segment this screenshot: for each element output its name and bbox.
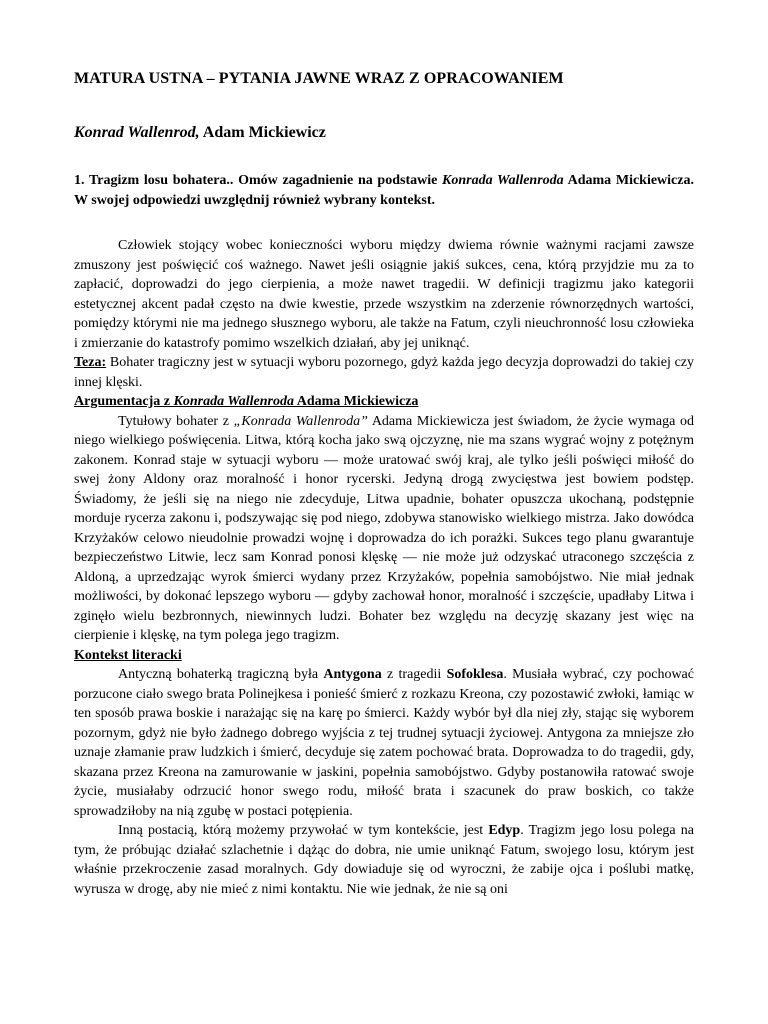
context1-name-sofokles: Sofoklesa	[446, 667, 504, 682]
argument-heading	[74, 392, 694, 412]
context1-name-antygona: Antygona	[323, 667, 382, 682]
context1-text-1: Antyczną bohaterką tragiczną była	[118, 667, 324, 682]
thesis-paragraph	[74, 353, 694, 392]
work-title: Konrad Wallenrod,	[74, 124, 200, 141]
context2-text-1: Inną postacią, którą możemy przywołać w tym kontekście, jest	[118, 823, 489, 838]
context-heading: Kontekst literacki	[74, 647, 182, 663]
context-paragraph-edyp	[74, 821, 694, 899]
question-work-title: Konrada Wallenroda	[442, 173, 564, 188]
argument-heading-2: Adama Mickiewicza	[294, 394, 419, 409]
thesis-label: Teza:	[74, 355, 107, 370]
context2-name-edyp: Edyp	[488, 823, 521, 838]
context2-text-2: . Tragizm jego losu polega na tym, że próbując działać szlachetnie i dążąc do dobra, nie umie uniknąć Fatum, swojego losu, którym jest właśnie przekroczenie zasad moralnych. Gdy dowiaduje się od wyroczni, że zabije ojca i poślubi matkę, wyrusza w drogę, aby nie mieć z nimi kontaktu. Nie wie jednak, że nie są oni	[74, 823, 694, 897]
argument-heading-1: Argumentacja z	[74, 394, 174, 409]
work-subtitle	[74, 124, 694, 142]
argument-work-title: „Konrada Wallenroda”	[233, 413, 368, 429]
thesis-text: Bohater tragiczny jest w sytuacji wyboru pozornego, gdyż każda jego decyzja doprowadzi do takiej czy innej klęski.	[74, 355, 694, 390]
argument-heading-work: Konrada Wallenroda	[173, 394, 294, 409]
context1-text-2: z tragedii	[381, 667, 447, 682]
context-paragraph-antygona	[74, 665, 694, 821]
question-text-1: 1. Tragizm losu bohatera.. Omów zagadnienie na podstawie	[74, 173, 443, 188]
context1-text-3: . Musiała wybrać, czy pochować porzucone ciało swego brata Polinejkesa i ponieść śmierć z rozkazu Kreona, czy pozostawić zwłoki, łamiąc w ten sposób prawa boskie i narażając się na karę po śmierci. Każdy wybór był dla niej zły, stając się wyborem pozornym, gdyż nie było żadnego dobrego wyjścia z tej trudnej sytuacji życiowej. Antygona za mniejsze zło uznaje złamanie praw ludzkich i śmierć, decyduje się zatem pochować brata. Doprowadza to do tragedii, gdy, skazana przez Kreona na zamurowanie w jaskini, popełnia samobójstwo. Gdyby postanowiła ratować swoje życie, musiałaby odrzucić honor swego rodu, miłość brata i szacunek do praw boskich, co także sprowadziłoby na nią zgubę w postaci potępienia.	[74, 667, 694, 819]
argument-paragraph	[74, 412, 694, 646]
intro-paragraph: Człowiek stojący wobec konieczności wyboru między dwiema równie ważnymi racjami zawsze zmuszony jest poświęcić coś ważnego. Nawet jeśli osiągnie jakiś sukces, cena, którą przyjdzie mu za to zapłacić, doprowadzi do jego cierpienia, a może nawet tragedii. W definicji tragizmu jako kategorii estetycznej akcent padał często na dwie kwestie, przede wszystkim na zderzenie równorzędnych wartości, pomiędzy którymi nie ma jednego słusznego wyboru, ale także na Fatum, czyli nieuchronność losu człowieka i zmierzanie do katastrofy pomimo wszelkich działań, aby jej uniknąć.	[74, 238, 694, 351]
exam-question	[74, 171, 694, 210]
essay-body	[74, 236, 694, 899]
argument-text-1: Tytułowy bohater z	[118, 413, 234, 429]
work-author: Adam Mickiewicz	[199, 124, 326, 141]
document-title: MATURA USTNA – PYTANIA JAWNE WRAZ Z OPRACOWANIEM	[74, 70, 564, 87]
question-text-2: Adama Mickiewicza. W swojej odpowiedzi uwzględnij również wybrany kontekst.	[74, 173, 694, 208]
argument-text-2: Adama Mickiewicza jest świadom, że życie wymaga od niego wielkiego poświęcenia. Litwa, którą kocha jako swą ojczyznę, nie ma szans wygrać wojny z potężnym zakonem. Konrad staje w sytuacji wyboru — może uratować swój kraj, ale tylko jeśli poświęci miłość do swej żony Aldony oraz moralność i honor rycerski. Jedyną drogą zwycięstwa jest bowiem podstęp. Świadomy, że jeśli się na niego nie zdecyduje, Litwa upadnie, bohater opuszcza ukochaną, podstępnie morduje rycerza zakonu i, podszywając się pod niego, zdobywa stanowisko wielkiego mistrza. Jako dowódca Krzyżaków celowo nieudolnie prowadzi wojnę i doprowadza do ich porażki. Sukces tego planu gwarantuje bezpieczeństwo Litwie, lecz sam Konrad ponosi klęskę — nie może już odzyskać utraconego szczęścia z Aldoną, a uprzedzając wyrok śmierci wydany przez Krzyżaków, popełnia samobójstwo. Nie miał jednak możliwości, by dokonać lepszego wyboru — gdyby zachował honor, moralność i szczęście, upadłaby Litwa i zginęło wielu bezbronnych, niewinnych ludzi. Bohater bez względu na decyzję skazany jest więc na cierpienie i klęskę, na tym polega jego tragizm.	[74, 413, 694, 643]
